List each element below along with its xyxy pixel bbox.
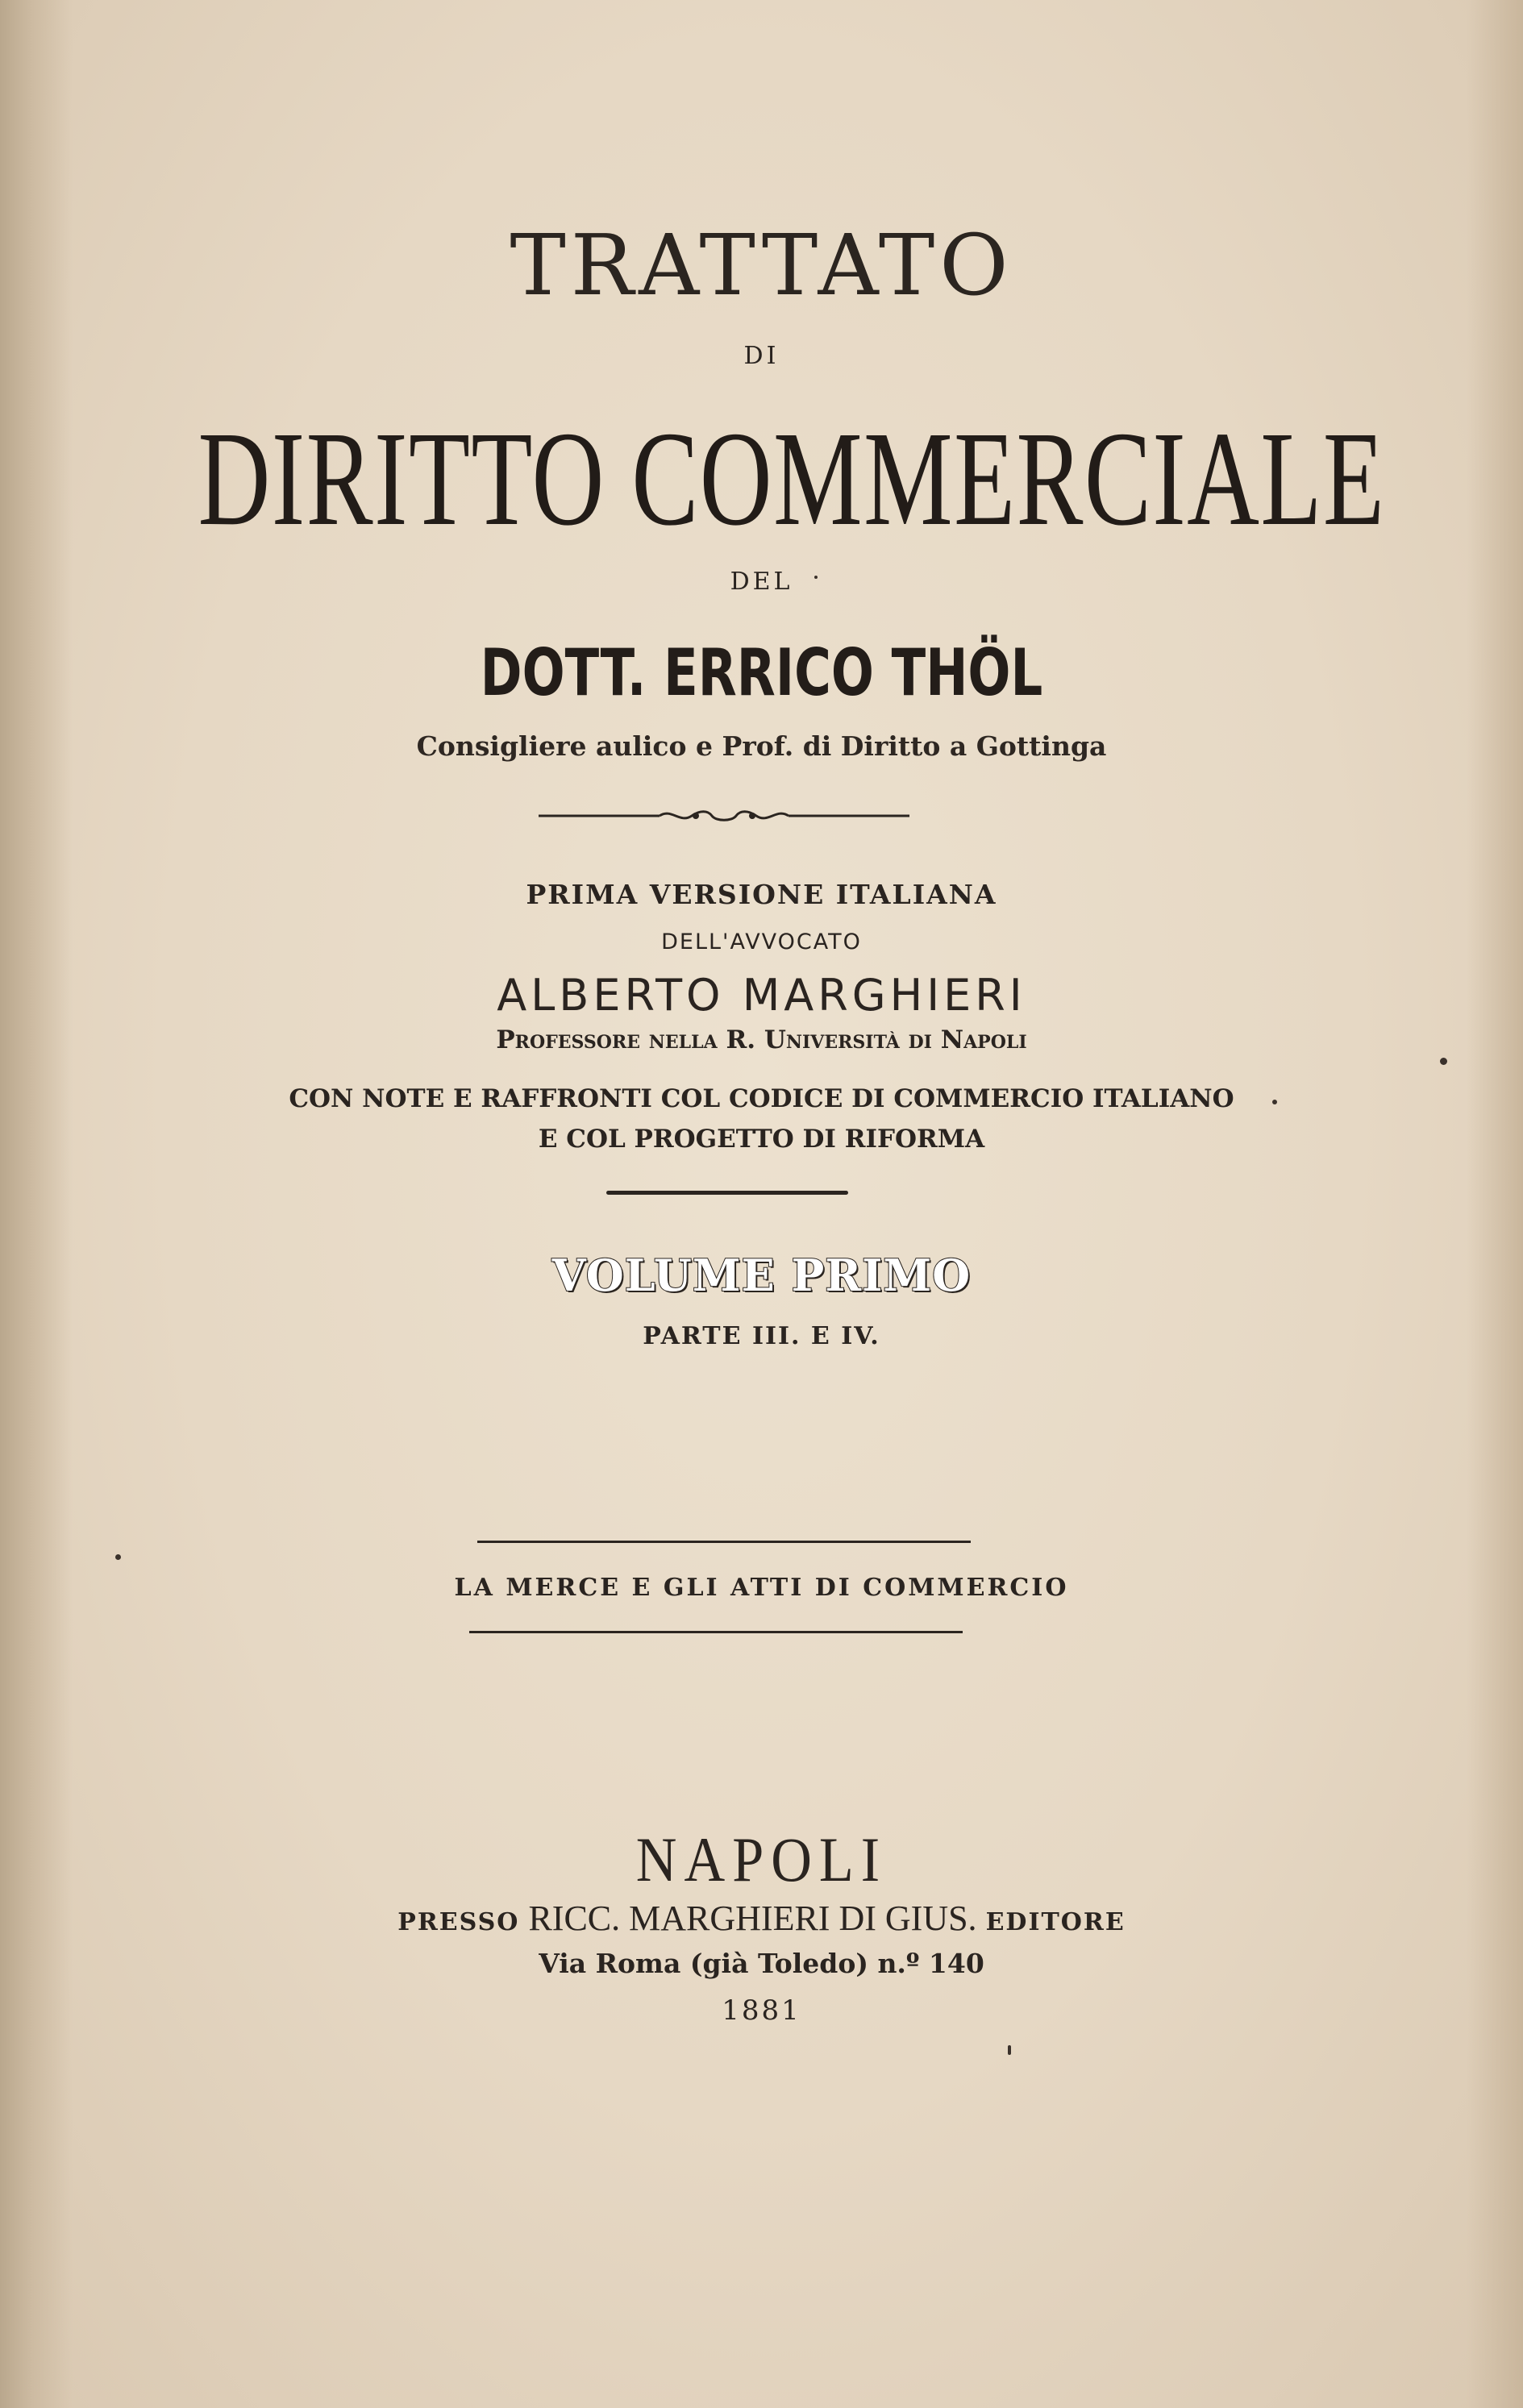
volume-part: PARTE III. E IV. — [643, 1322, 880, 1350]
title-trattato: TRATTATO — [510, 216, 1013, 314]
imprint-city: NAPOLI — [635, 1824, 888, 1894]
imprint-address: Via Roma (già Toledo) n.º 140 — [539, 1948, 984, 1979]
paper-speck — [1440, 1058, 1447, 1065]
version-line: PRIMA VERSIONE ITALIANA — [526, 879, 997, 910]
paper-speck — [814, 576, 818, 579]
imprint-publisher-line — [0, 1898, 1523, 1939]
imprint-editore: EDITORE — [985, 1908, 1126, 1936]
paper-speck — [1272, 1100, 1277, 1104]
imprint-publisher: RICC. MARGHIERI DI GIUS. — [528, 1899, 977, 1938]
main-title: DIRITTO COMMERCIALE — [198, 404, 1386, 554]
volume-label: VOLUME PRIMO — [551, 1250, 972, 1301]
imprint-year: 1881 — [722, 1994, 801, 2027]
author-role: Consigliere aulico e Prof. di Diritto a Gottinga — [416, 730, 1107, 762]
notes-line-1: CON NOTE E RAFFRONTI COL CODICE DI COMMERCIO ITALIANO — [289, 1084, 1234, 1113]
translator-intro: DELL'AVVOCATO — [661, 930, 862, 954]
title-connector-del: DEL — [730, 568, 793, 596]
subject-rule-top — [477, 1541, 971, 1543]
subject-rule-bottom — [469, 1631, 963, 1633]
translator-name: ALBERTO MARGHIERI — [497, 970, 1026, 1021]
translator-role: Professore nella R. Università di Napoli — [496, 1025, 1027, 1054]
subject-line: LA MERCE E GLI ATTI DI COMMERCIO — [454, 1574, 1069, 1602]
author-name: DOTT. ERRICO THÖL — [480, 635, 1043, 710]
paper-speck — [1008, 2045, 1011, 2055]
imprint-presso: PRESSO — [397, 1908, 520, 1936]
ornament-divider-icon — [539, 802, 909, 830]
divider-rule — [606, 1191, 848, 1195]
notes-line-2: E COL PROGETTO DI RIFORMA — [538, 1125, 985, 1154]
title-connector-di: DI — [743, 342, 780, 370]
paper-speck — [115, 1554, 121, 1560]
